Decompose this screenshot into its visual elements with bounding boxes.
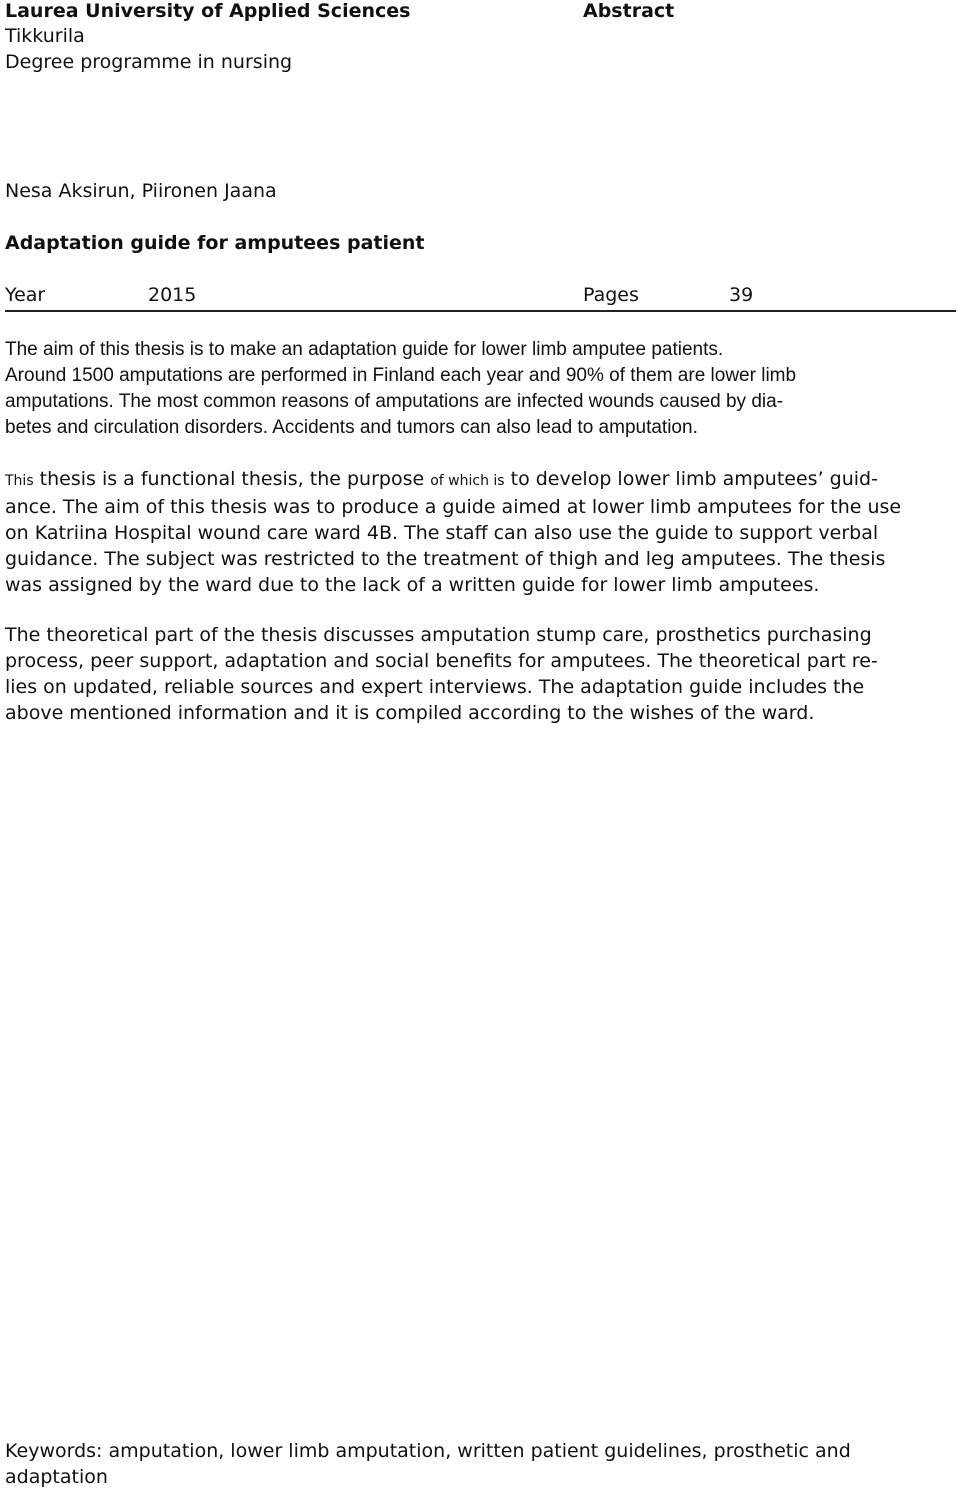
paragraph-line: The theoretical part of the thesis discusses amputation stump care, prosthetics purchasing (5, 624, 872, 646)
pages-value: 39 (729, 284, 754, 306)
keywords-line: Keywords: amputation, lower limb amputation, written patient guidelines, prosthetic and (5, 1440, 851, 1462)
campus-name: Tikkurila (5, 25, 85, 47)
paragraph-line: betes and circulation disorders. Accidents and tumors can also lead to amputation. (5, 417, 698, 438)
keywords (5, 1438, 955, 1490)
meta-divider (5, 310, 956, 312)
paragraph-fragment: thesis is a functional thesis, the purpose (33, 468, 431, 490)
university-name: Laurea University of Applied Sciences (5, 0, 411, 22)
paragraph-line: above mentioned information and it is compiled according to the wishes of the ward. (5, 702, 815, 724)
paragraph-line (5, 466, 955, 494)
paragraph-fragment: of which is (430, 473, 505, 489)
abstract-paragraph-1 (5, 337, 955, 441)
paragraph-line: lies on updated, reliable sources and expert interviews. The adaptation guide includes the (5, 676, 865, 698)
paragraph-line: Around 1500 amputations are performed in Finland each year and 90% of them are lower limb (5, 365, 797, 386)
abstract-paragraph-3 (5, 622, 955, 726)
thesis-title: Adaptation guide for amputees patient (5, 232, 425, 254)
paragraph-line: The aim of this thesis is to make an adaptation guide for lower limb amputee patients. (5, 339, 724, 360)
year-value: 2015 (148, 284, 197, 306)
meta-row (0, 282, 960, 308)
paragraph-fragment: This (5, 473, 34, 489)
paragraph-line: on Katriina Hospital wound care ward 4B. The staff can also use the guide to support verbal (5, 522, 879, 544)
authors: Nesa Aksirun, Piironen Jaana (5, 180, 277, 202)
paragraph-line: was assigned by the ward due to the lack of a written guide for lower limb amputees. (5, 574, 820, 596)
paragraph-line: guidance. The subject was restricted to the treatment of thigh and leg amputees. The thesis (5, 548, 886, 570)
paragraph-line: process, peer support, adaptation and social benefits for amputees. The theoretical part re- (5, 650, 878, 672)
keywords-line: adaptation (5, 1466, 108, 1488)
document-type-heading: Abstract (583, 0, 675, 22)
abstract-paragraph-2 (5, 466, 955, 598)
degree-programme: Degree programme in nursing (5, 51, 293, 73)
paragraph-fragment: to develop lower limb amputees’ guid- (504, 468, 878, 490)
year-label: Year (5, 284, 46, 306)
paragraph-line: amputations. The most common reasons of amputations are infected wounds caused by dia- (5, 391, 784, 412)
paragraph-line: ance. The aim of this thesis was to produce a guide aimed at lower limb amputees for the use (5, 496, 902, 518)
pages-label: Pages (583, 284, 639, 306)
